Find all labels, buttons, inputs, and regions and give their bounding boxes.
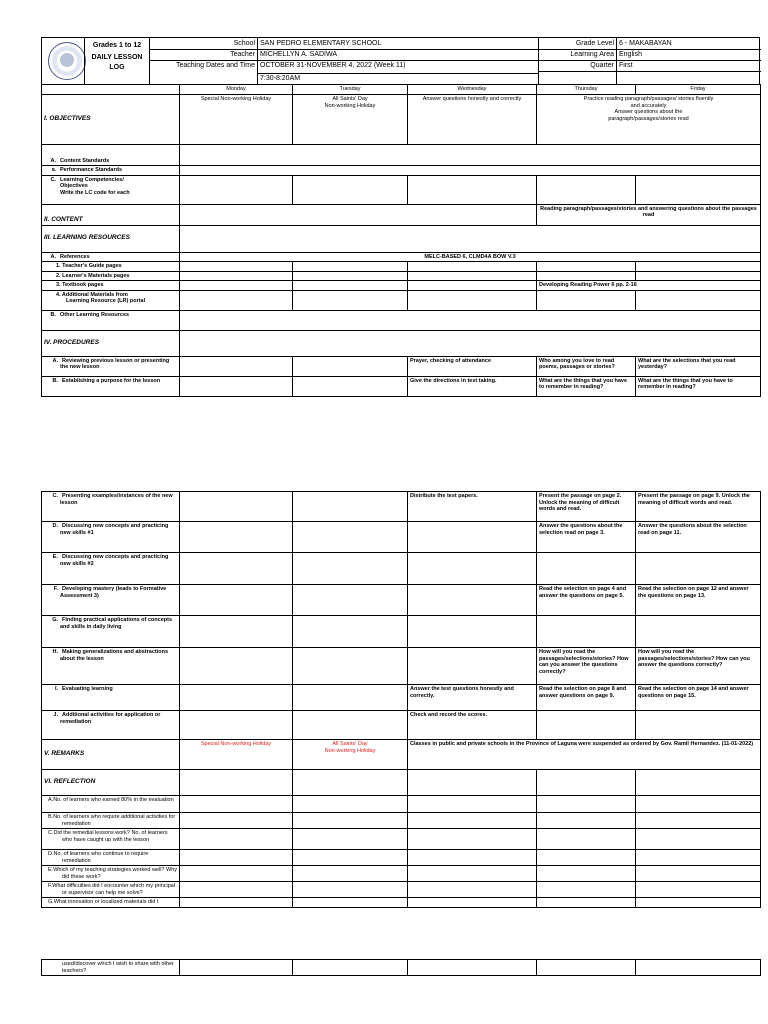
letter-d-reflection: D. — [48, 851, 54, 857]
references-row — [42, 252, 761, 262]
teachers-guide-label: 1. Teacher's Guide pages — [42, 262, 180, 272]
discussing1-row — [42, 522, 761, 553]
competencies-label-line2: Objectives — [60, 183, 88, 189]
presenting-label: Presenting examples/instances of the new lesson — [60, 493, 173, 506]
reviewing-row — [42, 356, 761, 376]
discussing2-row — [42, 553, 761, 585]
competencies-label-line1: Learning Competencies/ — [60, 176, 124, 183]
objectives-tuesday-line1: All Saints' Day — [332, 96, 368, 102]
grade-level-value: 6 - MAKABAYAN — [619, 40, 672, 47]
teachers-guide-row — [42, 262, 761, 272]
objectives-thu-fri — [537, 95, 761, 145]
objectives-tuesday-line2: Non-working Holiday — [324, 102, 376, 109]
competencies-row — [42, 175, 761, 204]
day-friday: Friday — [636, 85, 761, 95]
reflection-f-row — [42, 882, 761, 898]
letter-c-presenting: C. — [52, 493, 58, 499]
remarks-tuesday — [293, 740, 408, 770]
references-value: MELC-BASED 6, CLMD4A BOW V.3 — [180, 252, 761, 262]
presenting-row — [42, 492, 761, 522]
reflection-e-row — [42, 866, 761, 882]
grades-label: Grades 1 to 12 — [92, 42, 142, 49]
lesson-table-part1 — [41, 84, 761, 397]
resources-row — [42, 225, 761, 252]
performance-standards-row — [42, 166, 761, 176]
remarks-wed-fri: Classes in public and private schools in the Province of Laguna were suspended as ordered by Gov. Ramil Hernandez. (11-01-2022) — [408, 740, 761, 770]
mastery-thursday: Read the selection on page 4 and answer the questions on page 5. — [537, 585, 636, 616]
letter-g-reflection: G. — [48, 899, 54, 905]
generalizations-thursday: How will you read the passages/selections/stories? How can you answer the questions correctly? — [537, 648, 636, 685]
discussing1-friday: Answer the questions about the selection read on page 11. — [636, 522, 761, 553]
reflection-d-row — [42, 850, 761, 866]
textbook-value: Developing Reading Power 6 pp. 2-16 — [537, 281, 761, 291]
letter-j: J. — [53, 712, 58, 718]
evaluating-wednesday: Answer the test questions honestly and correctly. — [408, 685, 537, 711]
quarter-value: First — [619, 62, 633, 69]
textbook-row — [42, 281, 761, 291]
objectives-friday-line4: paragraph/passages/stories read — [608, 115, 689, 122]
reflection-g-row — [42, 898, 761, 908]
dll-title-line1: DAILY LESSON — [91, 54, 143, 61]
lr-portal-row — [42, 290, 761, 310]
additional-row — [42, 711, 761, 740]
discussing1-thursday: Answer the questions about the selection read on page 3. — [537, 522, 636, 553]
mastery-label: Developing mastery (leads to Formative Assessment 3) — [60, 586, 167, 599]
day-tuesday: Tuesday — [293, 85, 408, 95]
performance-standards-label: Performance Standards — [60, 167, 123, 173]
applications-label: Finding practical applications of concepts and skills in daily living — [60, 617, 173, 630]
generalizations-friday: How will you read the passages/selections/stories? How can you answer the questions correctly? — [636, 648, 761, 685]
remarks-tuesday-line1: All Saints' Day — [332, 741, 368, 747]
letter-g: G. — [52, 617, 58, 623]
quarter-label: Quarter — [590, 62, 614, 69]
reviewing-thursday: Who among you love to read poems, passages or stories? — [537, 356, 636, 376]
content-standards-row — [42, 145, 761, 166]
reflection-g-label: What innovation or localized materials did I — [53, 899, 159, 905]
presenting-wednesday: Distribute the test papers. — [408, 492, 537, 522]
reviewing-label: Reviewing previous lesson or presenting the new lesson — [60, 357, 170, 370]
days-row — [42, 85, 761, 95]
generalizations-label: Making generalizations and abstractions about the lesson — [60, 649, 169, 662]
dates-value: OCTOBER 31-NOVEMBER 4, 2022 (Week 11) — [260, 62, 406, 69]
letter-a-references: A. — [50, 253, 56, 260]
remarks-tuesday-line2: Non-working Holiday — [324, 747, 376, 754]
learners-materials-row — [42, 271, 761, 281]
letter-b-purpose: B. — [52, 377, 58, 384]
other-resources-label: Other Learning Resources — [60, 311, 130, 318]
evaluating-label: Evaluating learning — [62, 686, 113, 692]
generalizations-row — [42, 648, 761, 685]
objectives-wednesday: Answer questions honestly and correctly — [408, 95, 537, 145]
reviewing-wednesday: Prayer, checking of attendance — [408, 356, 537, 376]
mastery-friday: Read the selection on page 12 and answer the questions on page 13. — [636, 585, 761, 616]
objectives-tuesday — [293, 95, 408, 145]
remarks-heading: V. REMARKS — [44, 750, 85, 758]
objectives-friday-line1: Practice reading paragraph/passages/ stories fluently — [583, 96, 714, 102]
reflection-g-continued-label: used/discover which I wish to share with other teachers? — [42, 960, 180, 976]
purpose-wednesday: Give the directions in test taking. — [408, 376, 537, 396]
letter-d: D. — [52, 523, 58, 529]
reflection-g-continued-row — [42, 960, 761, 976]
reflection-b-row — [42, 813, 761, 829]
reflection-a-row — [42, 796, 761, 813]
lesson-table-part3 — [41, 959, 761, 976]
purpose-friday: What are the things that you have to remember in reading? — [636, 376, 761, 396]
learners-materials-label: 2. Learner's Materials pages — [42, 271, 180, 281]
dll-title-line2: LOG — [109, 64, 125, 71]
applications-row — [42, 616, 761, 648]
letter-b: B. — [51, 167, 56, 172]
presenting-thursday: Present the passage on page 2. Unlock the meaning of difficult words and read. — [537, 492, 636, 522]
additional-label: Additional activities for application or remediation — [60, 712, 161, 725]
deped-seal-icon — [48, 42, 86, 80]
teacher-label: Teacher — [230, 51, 255, 58]
reflection-c-label: Did the remedial lessons work? No. of learners who have caught up with the lesson — [53, 830, 168, 843]
discussing2-label: Discussing new concepts and practicing new skills #2 — [60, 554, 169, 567]
letter-f: F. — [53, 586, 58, 592]
objectives-heading: I. OBJECTIVES — [44, 115, 91, 123]
reflection-heading: VI. REFLECTION — [44, 778, 96, 786]
reflection-b-label: No. of learners who require additional activities for remediation — [53, 814, 176, 827]
additional-wednesday: Check and record the scores. — [408, 711, 537, 740]
content-standards-label: Content Standards — [60, 157, 110, 164]
discussing1-label: Discussing new concepts and practicing new skills #1 — [60, 523, 169, 536]
time-value: 7:30-8:20AM — [260, 75, 301, 82]
lr-portal-label-line2: Learning Resource (LR) portal — [66, 298, 146, 304]
purpose-label: Establishing a purpose for the lesson — [62, 377, 161, 384]
letter-e: E. — [52, 554, 58, 560]
reflection-a-label: No. of learners who earned 80% in the evaluation — [53, 797, 174, 803]
letter-h: H. — [52, 649, 58, 655]
textbook-label: 3. Textbook pages — [42, 281, 180, 291]
dates-label: Teaching Dates and Time — [176, 62, 255, 69]
day-monday: Monday — [180, 85, 293, 95]
letter-b-other: B. — [50, 311, 56, 318]
letter-i: I. — [54, 686, 58, 692]
resources-heading: III. LEARNING RESOURCES — [44, 234, 130, 242]
reflection-e-label: Which of my teaching strategies worked well? Why did these work? — [53, 867, 178, 880]
lr-portal-label-line1: 4. Additional Materials from — [56, 291, 128, 298]
competencies-label-line3: Write the LC code for each — [60, 189, 130, 196]
letter-a: A. — [50, 157, 56, 164]
day-wednesday: Wednesday — [408, 85, 537, 95]
letter-c-reflection: C. — [48, 830, 54, 836]
presenting-friday: Present the passage on page 9. Unlock the meaning of difficult words and read. — [636, 492, 761, 522]
school-label: School — [233, 40, 255, 47]
reviewing-friday: What are the selections that you read yesterday? — [636, 356, 761, 376]
header-table — [41, 37, 760, 85]
other-resources-row — [42, 310, 761, 330]
objectives-monday: Special Non-working Holiday — [180, 95, 293, 145]
objectives-friday-line3: Answer questions about the — [614, 109, 683, 115]
remarks-row — [42, 740, 761, 770]
learning-area-value: English — [619, 51, 642, 58]
reflection-f-label: What difficulties did I encounter which my principal or supervisor can help me solve? — [52, 883, 176, 896]
content-heading: II. CONTENT — [44, 216, 83, 223]
letter-f-reflection: F. — [48, 883, 53, 889]
purpose-thursday: What are the things that you have to remember in reading? — [537, 376, 636, 396]
evaluating-thursday: Read the selection on page 8 and answer questions on page 9. — [537, 685, 636, 711]
procedures-heading: IV. PROCEDURES — [44, 338, 100, 346]
evaluating-row — [42, 685, 761, 711]
remarks-monday: Special Non-working Holiday — [180, 740, 293, 770]
letter-a-reflection: A. — [48, 797, 54, 803]
reflection-c-row — [42, 829, 761, 850]
purpose-row — [42, 376, 761, 396]
reflection-row — [42, 770, 761, 796]
letter-e-reflection: E. — [48, 867, 54, 873]
school-value: SAN PEDRO ELEMENTARY SCHOOL — [260, 40, 382, 47]
day-thursday: Thursday — [537, 85, 636, 95]
references-label: References — [60, 253, 90, 260]
mastery-row — [42, 585, 761, 616]
letter-a-reviewing: A. — [52, 357, 58, 364]
grade-level-label: Grade Level — [575, 40, 614, 47]
content-row — [42, 204, 761, 225]
content-thu-fri: Reading paragraph/passages/stories and answering questions about the passages read — [537, 204, 761, 225]
letter-b-reflection: B. — [48, 814, 54, 820]
objectives-friday-line2: and accurately — [630, 102, 667, 109]
teacher-value: MICHELLYN A. SADIWA — [260, 51, 338, 58]
reflection-d-label: No. of learners who continue to require remediation — [53, 851, 149, 864]
evaluating-friday: Read the selection on page 14 and answer questions on page 15. — [636, 685, 761, 711]
lesson-table-part2 — [41, 491, 761, 908]
letter-c: C. — [50, 176, 56, 183]
objectives-row — [42, 95, 761, 145]
learning-area-label: Learning Area — [570, 51, 614, 58]
procedures-row — [42, 330, 761, 356]
